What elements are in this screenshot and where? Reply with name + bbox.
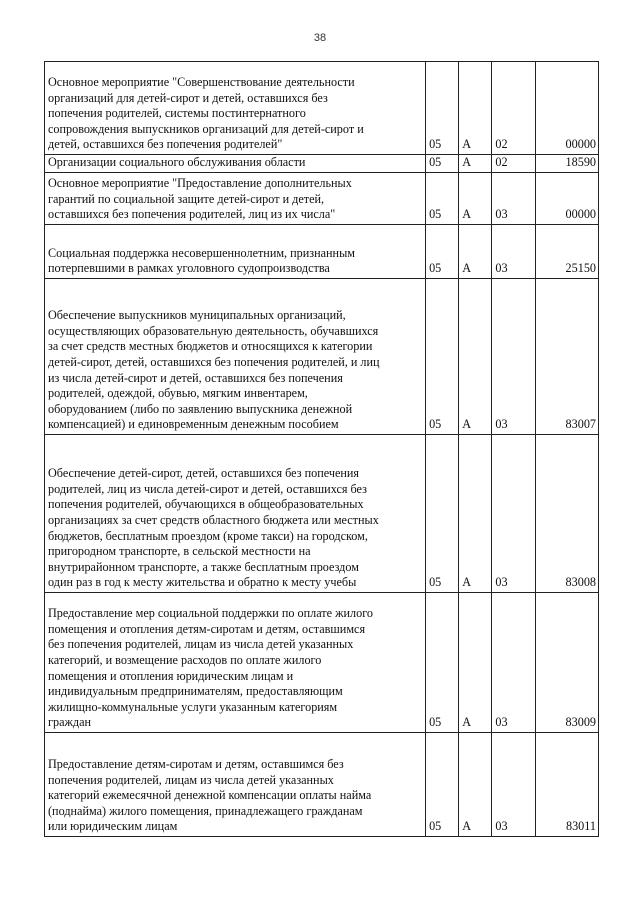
row-name-cell [45, 155, 426, 173]
direction-code: 00000 [535, 173, 598, 225]
table-row [45, 593, 599, 733]
budget-classification-table [44, 61, 599, 837]
program-code: А [459, 279, 492, 435]
row-name: Предоставление детям-сиротам и детям, оставшимся без попечения родителей, лицам из числа детей указанных категорий ежемесячной денежной компенсации оплаты найма (поднайма) жилого помещения, принадлежащего гражданам или юридическим лицам [48, 757, 372, 834]
section-code: 05 [426, 173, 459, 225]
program-code: А [459, 155, 492, 173]
section-code: 05 [426, 155, 459, 173]
table-row [45, 279, 599, 435]
row-name-cell [45, 62, 426, 155]
table-row [45, 173, 599, 225]
program-code: А [459, 733, 492, 837]
table-row [45, 225, 599, 279]
row-name: Предоставление мер социальной поддержки по оплате жилого помещения и отопления детям-сиротам и детям, оставшимся без попечения родителей, лицам из числа детей указанных категорий, и возмещение расходов по оплате жилого помещения и отопления юридическим лицам и индивидуальным предпринимателям, предоставляющим жилищно-коммунальные услуги указанным категориям граждан [48, 606, 373, 730]
row-name-cell [45, 733, 426, 837]
subprogram-code: 03 [492, 225, 535, 279]
subprogram-code: 03 [492, 593, 535, 733]
row-name-cell [45, 435, 426, 593]
program-code: А [459, 435, 492, 593]
section-code: 05 [426, 279, 459, 435]
subprogram-code: 02 [492, 62, 535, 155]
section-code: 05 [426, 225, 459, 279]
direction-code: 83009 [535, 593, 598, 733]
section-code: 05 [426, 62, 459, 155]
program-code: А [459, 593, 492, 733]
subprogram-code: 02 [492, 155, 535, 173]
page-number: 38 [313, 32, 327, 44]
row-name: Основное мероприятие "Совершенствование деятельности организаций для детей-сирот и детей, оставшихся без попечения родителей, системы постинтернатного сопровождения выпускников организаций для детей-сирот и детей, оставшихся без попечения родителей" [48, 75, 364, 152]
section-code: 05 [426, 435, 459, 593]
row-name: Основное мероприятие "Предоставление дополнительных гарантий по социальной защите детей-сирот и детей, оставшихся без попечения родителей, лиц из их числа" [48, 176, 352, 222]
row-name: Организации социального обслуживания области [48, 155, 306, 170]
direction-code: 18590 [535, 155, 598, 173]
subprogram-code: 03 [492, 279, 535, 435]
row-name: Обеспечение выпускников муниципальных организаций, осуществляющих образовательную деятельность, обучавшихся за счет средств местных бюджетов и относящихся к категории детей-сирот, детей, оставшихся без попечения родителей, и лиц из числа детей-сирот и детей, оставшихся без попечения родителей, одеждой, обувью, мягким инвентарем, оборудованием (либо по заявлению выпускника денежной компенсацией) и единовременным денежным пособием [48, 308, 380, 432]
direction-code: 83007 [535, 279, 598, 435]
row-name-cell [45, 279, 426, 435]
section-code: 05 [426, 593, 459, 733]
direction-code: 25150 [535, 225, 598, 279]
subprogram-code: 03 [492, 733, 535, 837]
direction-code: 83011 [535, 733, 598, 837]
subprogram-code: 03 [492, 435, 535, 593]
table-row [45, 435, 599, 593]
direction-code: 83008 [535, 435, 598, 593]
section-code: 05 [426, 733, 459, 837]
row-name-cell [45, 173, 426, 225]
program-code: А [459, 225, 492, 279]
table-row [45, 733, 599, 837]
row-name-cell [45, 593, 426, 733]
table-row [45, 62, 599, 155]
subprogram-code: 03 [492, 173, 535, 225]
program-code: А [459, 62, 492, 155]
row-name: Обеспечение детей-сирот, детей, оставшихся без попечения родителей, лиц из числа детей-сирот и детей, оставшихся без попечения родителей, обучающихся в общеобразовательных организациях за счет средств областного бюджета или местных бюджетов, бесплатным проездом (кроме такси) на городском, пригородном транспорте, в сельской местности на внутрирайонном транспорте, а также бесплатным проездом один раз в год к месту жительства и обратно к месту учебы [48, 466, 379, 590]
program-code: А [459, 173, 492, 225]
row-name: Социальная поддержка несовершеннолетним, признанным потерпевшими в рамках уголовного судопроизводства [48, 245, 355, 276]
table-row [45, 155, 599, 173]
direction-code: 00000 [535, 62, 598, 155]
row-name-cell [45, 225, 426, 279]
